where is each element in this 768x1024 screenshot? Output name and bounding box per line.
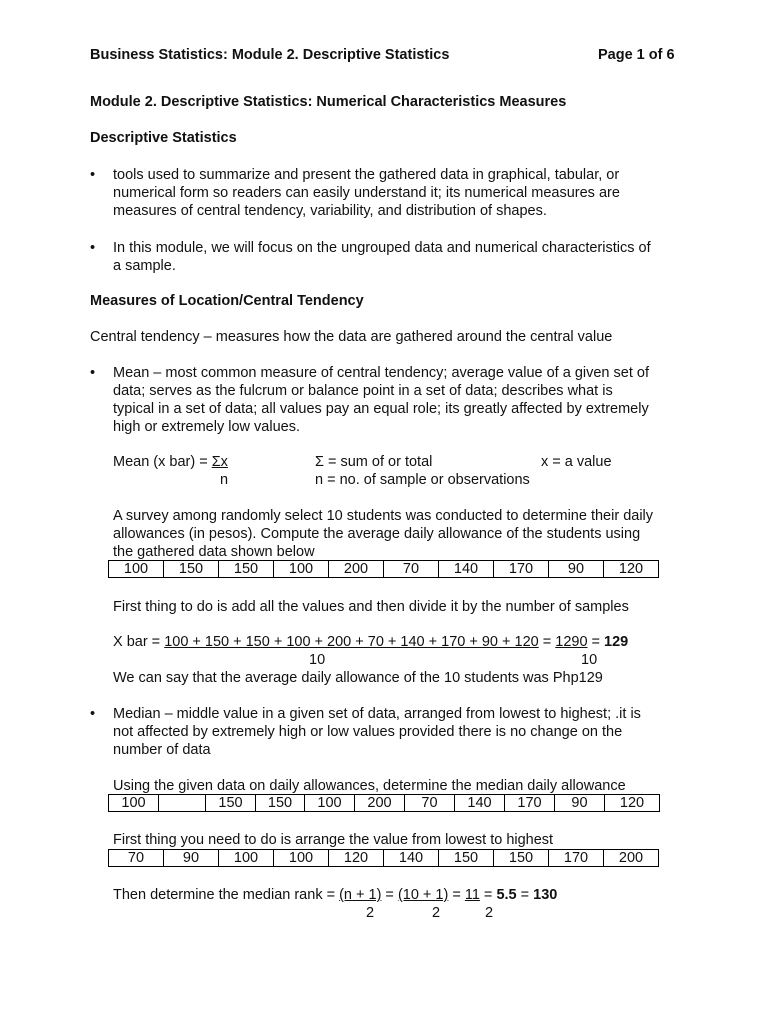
table-cell: 170: [505, 795, 555, 812]
table-cell: 200: [355, 795, 405, 812]
xbar-denominator: 10: [309, 652, 326, 668]
text-line: Mean – most common measure of central tendency; average value of a given set of: [113, 365, 649, 381]
n-definition: n = no. of sample or observations: [315, 472, 530, 488]
table-cell: 70: [109, 850, 164, 867]
table-cell: 200: [329, 561, 384, 578]
rank-denominator: 2: [432, 905, 441, 921]
table-cell: 120: [605, 795, 660, 812]
text-line: data; serves as the fulcrum or balance point in a set of data; describes what is: [113, 383, 613, 399]
table-cell: 90: [164, 850, 219, 867]
bullet-descriptive-tools: [113, 166, 620, 220]
table-cell: 120: [329, 850, 384, 867]
text-line: allowances (in pesos). Compute the average daily allowance of the students using: [113, 526, 641, 542]
rank-fraction-numerator: (10 + 1): [397, 887, 449, 903]
table-cell: 90: [555, 795, 605, 812]
table-cell: 200: [604, 850, 659, 867]
median-definition: [113, 705, 641, 759]
bullet-dot: •: [90, 167, 96, 183]
header-title: Business Statistics: Module 2. Descriptive Statistics: [90, 47, 450, 63]
table-cell: 100: [274, 850, 329, 867]
sorted-data-table: [108, 849, 659, 867]
median-data-table: [108, 794, 660, 812]
rank-denominator: 2: [485, 905, 494, 921]
table-cell: 150: [439, 850, 494, 867]
mean-definition: [113, 364, 649, 436]
equals: =: [448, 887, 465, 903]
text-line: A survey among randomly select 10 students was conducted to determine their daily: [113, 508, 654, 524]
page-number: Page 1 of 6: [598, 47, 675, 63]
text-line: not affected by extremely high or low values provided there is no change on the: [113, 724, 623, 740]
table-cell: 150: [494, 850, 549, 867]
table-row: [109, 850, 659, 867]
text-line: high or extremely low values.: [113, 419, 300, 435]
rank-denominator: 2: [366, 905, 375, 921]
central-tendency-definition: Central tendency – measures how the data are gathered around the central value: [90, 329, 613, 345]
median-rank-computation: [113, 886, 557, 904]
heading-descriptive-statistics: Descriptive Statistics: [90, 130, 237, 146]
median-instruction: Using the given data on daily allowances, determine the median daily allowance: [113, 778, 626, 794]
table-row: [109, 795, 660, 812]
rank-fraction-numerator: (n + 1): [339, 887, 382, 903]
mean-conclusion: We can say that the average daily allowance of the 10 students was Php129: [113, 670, 603, 686]
table-cell: 70: [405, 795, 455, 812]
table-cell: 150: [164, 561, 219, 578]
table-cell: 100: [109, 795, 159, 812]
equals: =: [587, 634, 605, 650]
rank-value: 5.5: [496, 887, 517, 903]
module-title: Module 2. Descriptive Statistics: Numerical Characteristics Measures: [90, 94, 567, 110]
text-line: tools used to summarize and present the gathered data in graphical, tabular, or: [113, 167, 620, 183]
table-cell: 150: [206, 795, 256, 812]
equals: =: [538, 634, 556, 650]
table-cell: 100: [305, 795, 355, 812]
x-definition: x = a value: [541, 454, 612, 470]
table-cell: 170: [549, 850, 604, 867]
text-line: measures of central tendency, variability, and distribution of shapes.: [113, 203, 547, 219]
text-line: typical in a set of data; all values pay an equal role; its greatly affected by extremely: [113, 401, 649, 417]
formula-label: Mean (x bar) =: [113, 454, 212, 470]
equals: =: [516, 887, 534, 903]
bullet-dot: •: [90, 240, 96, 256]
text-line: In this module, we will focus on the ungrouped data and numerical characteristics of: [113, 240, 651, 256]
xbar-result: 129: [604, 634, 629, 650]
text-line: the gathered data shown below: [113, 544, 315, 560]
bullet-dot: •: [90, 365, 96, 381]
table-cell: 100: [109, 561, 164, 578]
table-cell: 120: [604, 561, 659, 578]
table-cell: 150: [219, 561, 274, 578]
table-row: [109, 561, 659, 578]
formula-denominator: n: [220, 472, 229, 488]
text-line: number of data: [113, 742, 211, 758]
xbar-label: X bar =: [113, 634, 165, 650]
formula-numerator: Σx: [211, 454, 228, 470]
mean-first-step: First thing to do is add all the values and then divide it by the number of samples: [113, 599, 629, 615]
text-line: numerical form so readers can easily understand it; its numerical measures are: [113, 185, 620, 201]
rank-result: 130: [533, 887, 558, 903]
table-cell: [159, 795, 206, 812]
mean-formula: [113, 453, 228, 471]
table-cell: 140: [455, 795, 505, 812]
table-cell: 140: [439, 561, 494, 578]
equals: =: [381, 887, 398, 903]
table-cell: 100: [274, 561, 329, 578]
xbar-total: 1290: [555, 634, 588, 650]
median-first-step: First thing you need to do is arrange the value from lowest to highest: [113, 832, 554, 848]
table-cell: 170: [494, 561, 549, 578]
rank-label: Then determine the median rank =: [113, 887, 340, 903]
sigma-definition: Σ = sum of or total: [315, 454, 433, 470]
table-cell: 150: [256, 795, 305, 812]
equals: =: [479, 887, 497, 903]
allowance-data-table: [108, 560, 659, 578]
text-line: Median – middle value in a given set of data, arranged from lowest to highest; .it is: [113, 706, 641, 722]
survey-description: [113, 507, 653, 561]
rank-fraction-numerator: 11: [464, 887, 480, 903]
table-cell: 90: [549, 561, 604, 578]
table-cell: 140: [384, 850, 439, 867]
heading-measures-of-location: Measures of Location/Central Tendency: [90, 293, 364, 309]
bullet-dot: •: [90, 706, 96, 722]
text-line: a sample.: [113, 258, 176, 274]
xbar-sum: 100 + 150 + 150 + 100 + 200 + 70 + 140 + 170 + 90 + 120: [164, 634, 539, 650]
xbar-total-denominator: 10: [581, 652, 598, 668]
xbar-computation: [113, 633, 628, 651]
table-cell: 100: [219, 850, 274, 867]
table-cell: 70: [384, 561, 439, 578]
bullet-module-focus: [113, 239, 651, 275]
